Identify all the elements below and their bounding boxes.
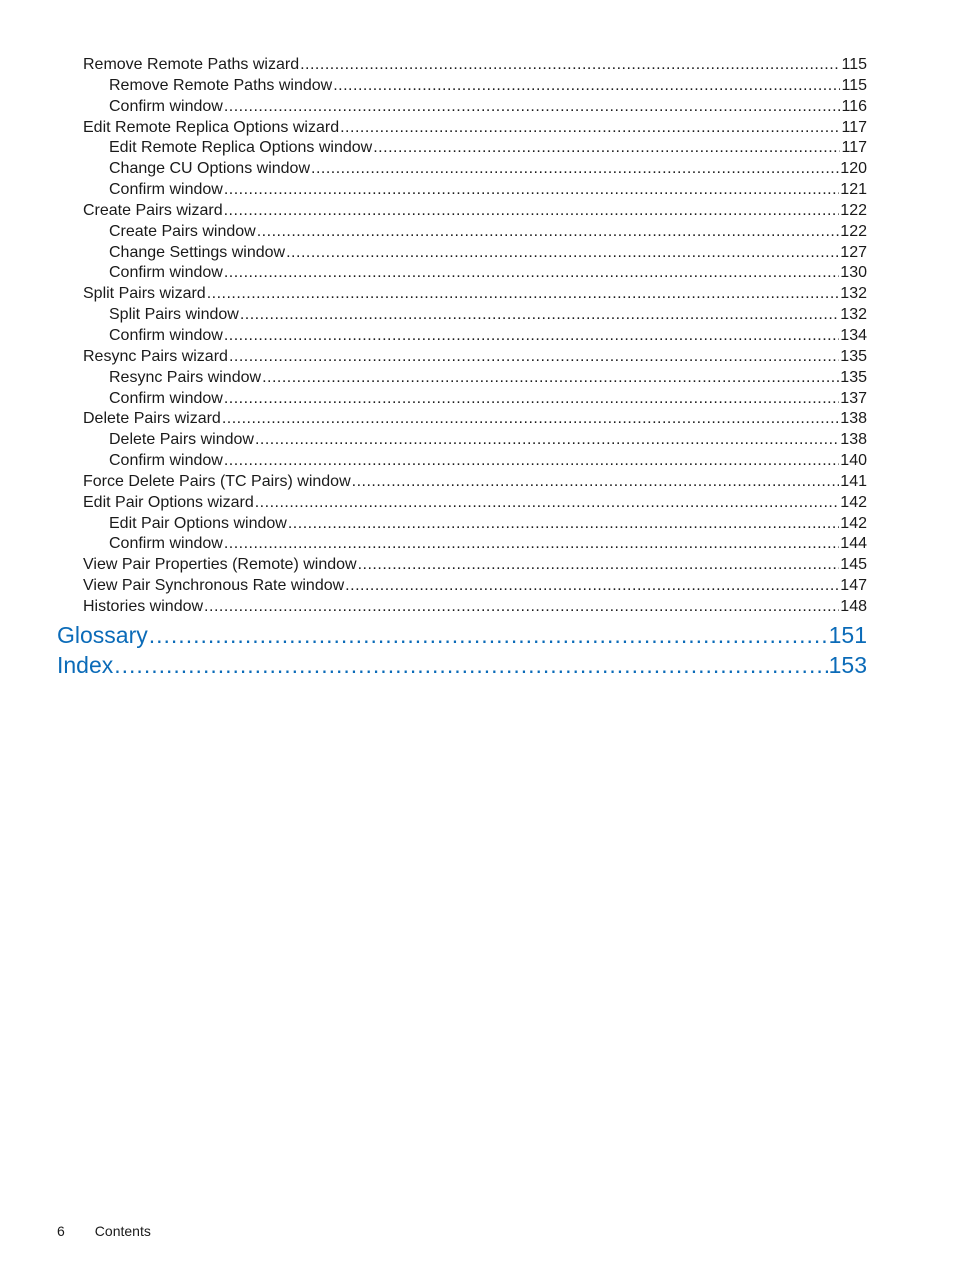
toc-entry-page: 115 <box>841 76 867 94</box>
leader-dots <box>224 263 839 284</box>
chapter-label: Glossary <box>57 622 148 648</box>
toc-entry[interactable] <box>0 514 867 535</box>
leader-dots <box>333 76 840 97</box>
leader-dots <box>224 180 839 201</box>
chapter-link-glossary[interactable] <box>0 620 867 650</box>
toc-entry-label: Confirm window <box>109 535 223 553</box>
toc-entry[interactable] <box>0 347 867 368</box>
chapter-page: 151 <box>828 622 867 648</box>
toc-entry-label: Confirm window <box>109 389 223 407</box>
toc-entry-page: 138 <box>840 431 867 449</box>
toc-entry-page: 122 <box>840 201 867 219</box>
toc-entry-label: Edit Remote Replica Options wizard <box>83 118 340 136</box>
toc-entry-label: Create Pairs wizard <box>83 201 223 219</box>
chapter-page: 153 <box>828 652 867 678</box>
toc-entry[interactable] <box>0 76 867 97</box>
toc-entry-label: Split Pairs window <box>109 306 239 324</box>
toc-entry[interactable] <box>0 263 867 284</box>
toc-entry-label: Edit Remote Replica Options window <box>109 139 373 157</box>
leader-dots <box>204 597 839 618</box>
toc-entry[interactable] <box>0 555 867 576</box>
leader-dots <box>262 368 839 389</box>
toc-entry-label: Confirm window <box>109 264 223 282</box>
toc-entry-label: Change CU Options window <box>109 160 310 178</box>
leader-dots <box>352 472 840 493</box>
toc-entry-label: View Pair Properties (Remote) window <box>83 556 357 574</box>
toc-entry-label: Remove Remote Paths wizard <box>83 56 300 73</box>
leader-dots <box>224 201 840 222</box>
leader-dots <box>340 118 840 139</box>
toc-entry-label: Resync Pairs window <box>109 368 262 386</box>
toc-entry-label: Histories window <box>83 597 204 615</box>
leader-dots <box>257 222 840 243</box>
leader-dots <box>358 555 840 576</box>
toc-entry-page: 138 <box>840 410 867 428</box>
leader-dots <box>114 650 827 680</box>
leader-dots <box>373 138 840 159</box>
toc-entry-page: 144 <box>840 535 867 553</box>
leader-dots <box>311 159 839 180</box>
toc-entry-page: 120 <box>840 160 867 178</box>
leader-dots <box>240 305 839 326</box>
toc-entry-label: Resync Pairs wizard <box>83 347 228 365</box>
toc-entry-page: 117 <box>841 139 867 157</box>
toc-entry-page: 135 <box>840 368 867 386</box>
toc-entry[interactable] <box>0 159 867 180</box>
leader-dots <box>224 389 839 410</box>
leader-dots <box>224 326 839 347</box>
toc-entry[interactable] <box>0 222 867 243</box>
toc-entry-label: Remove Remote Paths window <box>109 76 333 94</box>
toc-entry-label: Edit Pair Options window <box>109 514 287 532</box>
leader-dots <box>288 514 839 535</box>
toc-entry[interactable] <box>0 597 867 618</box>
toc-entry-label: Split Pairs wizard <box>83 285 206 303</box>
toc-entry-page: 115 <box>841 56 867 73</box>
toc-entry-page: 132 <box>840 306 867 324</box>
toc-entry-page: 122 <box>840 222 867 240</box>
toc-entry-label: Change Settings window <box>109 243 286 261</box>
toc-entry[interactable] <box>0 534 867 555</box>
chapter-link-index[interactable] <box>0 650 867 680</box>
leader-dots <box>224 451 839 472</box>
chapter-label: Index <box>57 652 114 678</box>
toc-entry-page: 145 <box>840 556 867 574</box>
toc-entry-label: Create Pairs window <box>109 222 256 240</box>
toc-entry-page: 130 <box>840 264 867 282</box>
toc-entry[interactable] <box>0 97 867 118</box>
toc-entry-page: 142 <box>840 493 867 511</box>
toc-entry-page: 140 <box>840 452 867 470</box>
toc-entry-page: 127 <box>840 243 867 261</box>
leader-dots <box>286 243 839 264</box>
leader-dots <box>300 55 840 76</box>
leader-dots <box>345 576 839 597</box>
toc-entry[interactable] <box>0 243 867 264</box>
leader-dots <box>207 284 840 305</box>
toc-entry-page: 141 <box>840 472 867 490</box>
toc-entry-page: 148 <box>840 597 867 615</box>
toc-entry-page: 117 <box>841 118 867 136</box>
toc-entry[interactable] <box>0 284 867 305</box>
leader-dots <box>222 409 839 430</box>
toc-entry[interactable] <box>0 201 867 222</box>
toc-entry[interactable] <box>0 493 867 514</box>
toc-entry[interactable] <box>0 451 867 472</box>
toc-entry[interactable] <box>0 305 867 326</box>
toc-entry-page: 142 <box>840 514 867 532</box>
page-footer <box>57 1223 151 1239</box>
toc-entry[interactable] <box>0 472 867 493</box>
toc-entry-label: View Pair Synchronous Rate window <box>83 577 345 595</box>
toc-chapters-list <box>0 620 954 680</box>
toc-entry-label: Confirm window <box>109 452 223 470</box>
toc-entry[interactable] <box>0 180 867 201</box>
leader-dots <box>149 620 828 650</box>
toc-entry[interactable] <box>0 368 867 389</box>
toc-entry[interactable] <box>0 138 867 159</box>
leader-dots <box>224 97 841 118</box>
leader-dots <box>255 493 840 514</box>
toc-entry[interactable] <box>0 576 867 597</box>
toc-entry-label: Edit Pair Options wizard <box>83 493 254 511</box>
toc-entry-label: Confirm window <box>109 326 223 344</box>
toc-entry[interactable] <box>0 430 867 451</box>
toc-entry[interactable] <box>0 55 867 76</box>
toc-entry[interactable] <box>0 389 867 410</box>
leader-dots <box>255 430 839 451</box>
toc-entries-list <box>0 55 954 618</box>
leader-dots <box>224 534 839 555</box>
leader-dots <box>229 347 839 368</box>
footer-section-title: Contents <box>94 1223 151 1239</box>
toc-entry-page: 137 <box>840 389 867 407</box>
toc-entry-label: Delete Pairs window <box>109 431 254 449</box>
toc-entry-page: 134 <box>840 326 867 344</box>
toc-entry-page: 132 <box>840 285 867 303</box>
toc-entry-page: 147 <box>840 577 867 595</box>
toc-entry-label: Delete Pairs wizard <box>83 410 221 428</box>
toc-entry-label: Confirm window <box>109 181 223 199</box>
toc-entry-label: Force Delete Pairs (TC Pairs) window <box>83 472 351 490</box>
toc-entry-label: Confirm window <box>109 97 223 115</box>
footer-page-number: 6 <box>57 1223 65 1239</box>
toc-entry-page: 121 <box>840 181 867 199</box>
toc-entry-page: 135 <box>840 347 867 365</box>
toc-entry[interactable] <box>0 409 867 430</box>
toc-entry-page: 116 <box>841 97 867 115</box>
toc-entry[interactable] <box>0 118 867 139</box>
toc-entry[interactable] <box>0 326 867 347</box>
